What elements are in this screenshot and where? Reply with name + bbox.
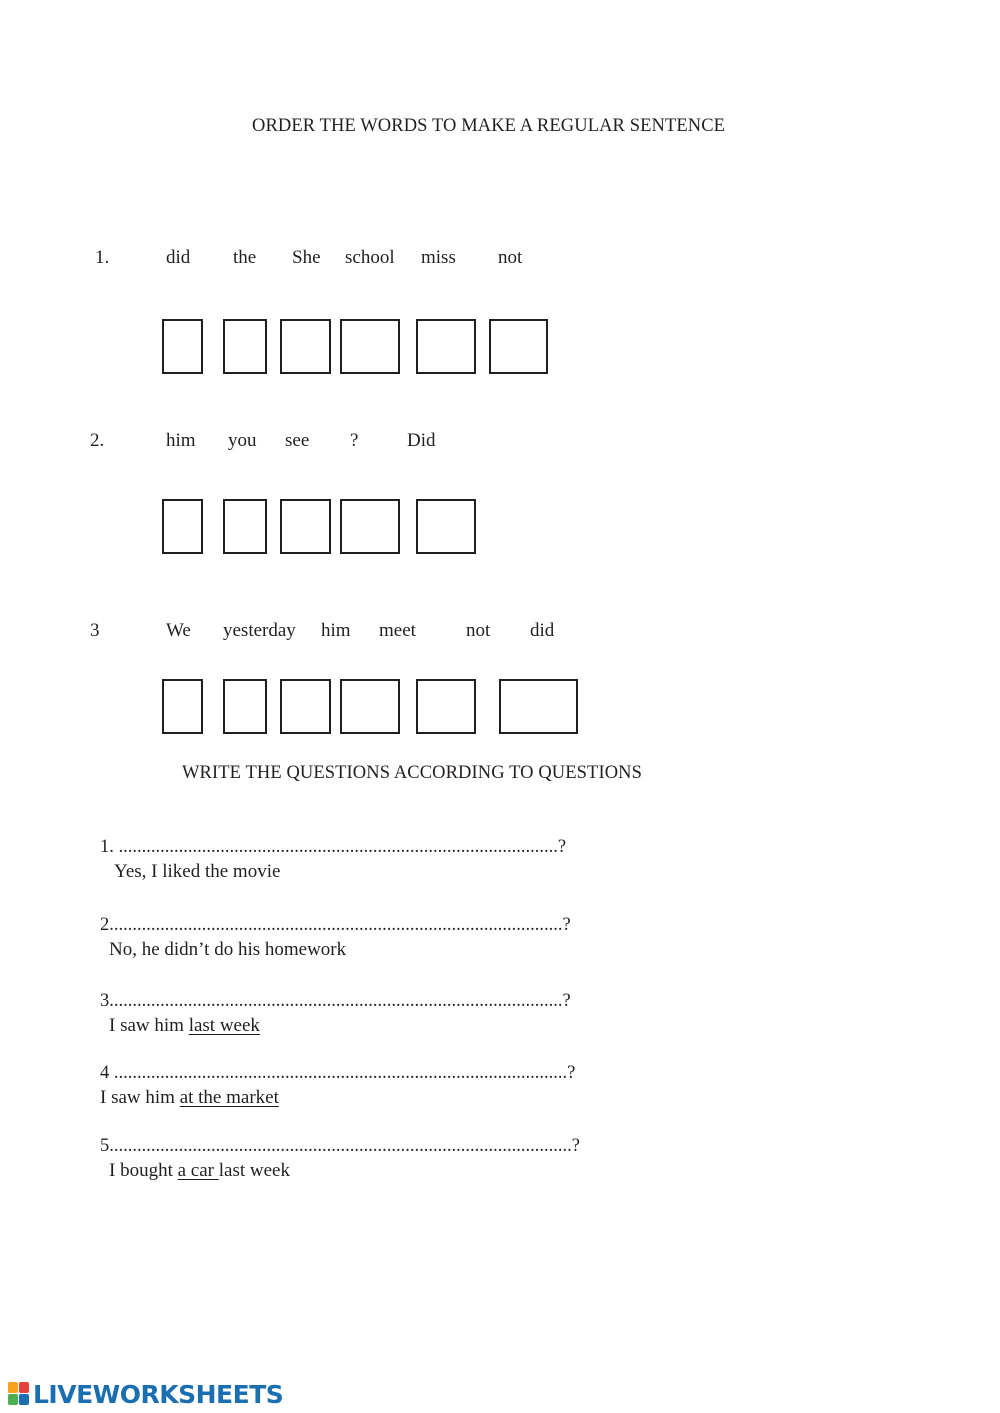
word-tile: meet [379,620,416,641]
liveworksheets-logo[interactable] [8,1379,283,1409]
answer-box[interactable] [223,319,267,374]
answer-box[interactable] [162,319,203,374]
word-tile: miss [421,247,456,268]
word-tile: yesterday [223,620,296,641]
question-line[interactable]: 4 ..................................................................................................? [100,1063,576,1083]
word-tile: not [466,620,491,641]
word-tile: did [166,247,191,268]
item-number: 3 [90,620,100,641]
answer-box[interactable] [340,679,400,734]
answer-box[interactable] [223,499,267,554]
word-tile: ? [350,430,359,451]
word-tile: did [530,620,555,641]
question-line[interactable]: 1. ...............................................................................................? [100,837,567,857]
answer-box[interactable] [280,679,331,734]
question-line[interactable]: 3..................................................................................................? [100,991,571,1011]
answer-box[interactable] [340,499,400,554]
answer-box[interactable] [162,499,203,554]
answer-box[interactable] [416,679,476,734]
answer-text: I saw him at the market [100,1087,279,1108]
answer-box[interactable] [162,679,203,734]
word-tile: see [285,430,310,451]
answer-box[interactable] [280,499,331,554]
logo-text: LIVEWORKSHEETS [33,1379,284,1409]
question-line[interactable]: 2..................................................................................................? [100,915,571,935]
answer-box[interactable] [280,319,331,374]
word-tile: We [166,620,191,641]
answer-box[interactable] [416,319,476,374]
section-title-write-questions: WRITE THE QUESTIONS ACCORDING TO QUESTIONS [182,763,643,783]
answer-box[interactable] [499,679,578,734]
word-tile: the [233,247,257,268]
word-tile: She [292,247,321,268]
word-tile: him [166,430,196,451]
word-tile: Did [407,430,436,451]
section-title-order-words: ORDER THE WORDS TO MAKE A REGULAR SENTENCE [252,116,726,136]
word-tile: you [228,430,257,451]
answer-box[interactable] [340,319,400,374]
item-number: 2. [90,430,105,451]
answer-box[interactable] [416,499,476,554]
answer-text: I saw him last week [109,1015,260,1036]
answer-text: Yes, I liked the movie [114,861,281,882]
question-line[interactable]: 5....................................................................................................? [100,1136,580,1156]
item-number: 1. [95,247,110,268]
word-tile: not [498,247,523,268]
answer-text: I bought a car last week [109,1160,290,1181]
answer-box[interactable] [489,319,548,374]
liveworksheets-logo-icon [8,1382,30,1406]
answer-box[interactable] [223,679,267,734]
word-tile: school [345,247,395,268]
answer-text: No, he didn’t do his homework [109,939,347,960]
word-tile: him [321,620,351,641]
